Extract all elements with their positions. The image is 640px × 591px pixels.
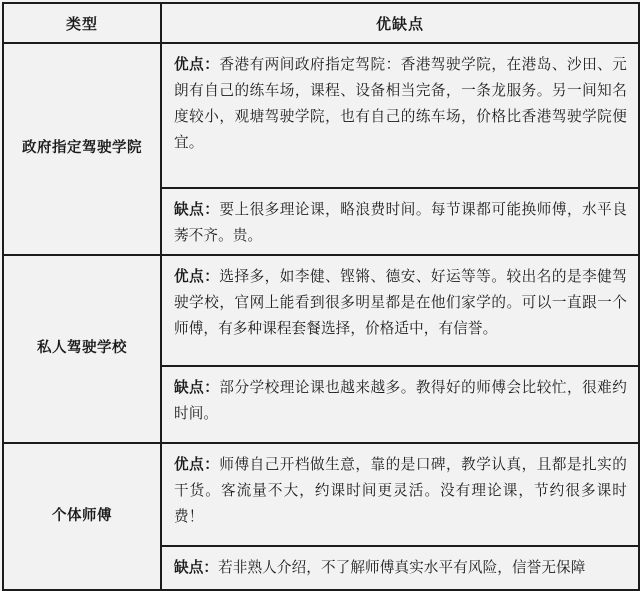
table-header [3,3,639,43]
table-row [3,443,639,590]
pros-text: 选择多，如李健、铿锵、德安、好运等等。较出名的是李健驾驶学校，官网上能看到很多明星都是在他们家学的。可以一直跟一个师傅，有多种课程套餐选择，价格适中，有信誉。 [174,269,627,337]
pros-paragraph [162,44,638,187]
table-body [3,43,639,590]
table-header-row [3,3,639,43]
row-content [161,255,639,443]
table-row [3,255,639,443]
cons-text: 若非熟人介绍，不了解师傅真实水平有风险，信誉无保障 [218,560,586,576]
cons-label: 缺点： [174,560,219,576]
pros-label: 优点： [174,269,220,285]
cons-paragraph [162,365,638,442]
cons-paragraph [162,187,638,254]
row-type-label: 政府指定驾驶学院 [3,43,161,255]
column-header-pros-cons: 优缺点 [161,3,639,43]
row-type-label: 个体师傅 [3,443,161,590]
cons-text: 部分学校理论课也越来越多。教得好的师傅会比较忙，很难约时间。 [174,380,627,422]
row-type-label: 私人驾驶学校 [3,255,161,443]
row-content [161,43,639,255]
cons-label: 缺点： [174,202,220,218]
pros-text: 师傅自己开档做生意，靠的是口碑，教学认真，且都是扎实的干货。客流量不大，约课时间更灵活。没有理论课，节约很多课时费！ [174,457,627,525]
cons-label: 缺点： [174,380,220,396]
column-header-type: 类型 [3,3,161,43]
pros-text: 香港有两间政府指定驾院：香港驾驶学院，在港岛、沙田、元朗有自己的练车场，课程、设备相当完备，一条龙服务。另一间知名度较小，观塘驾驶学院，也有自己的练车场，价格比香港驾驶学院便宜。 [174,57,627,151]
row-content [161,443,639,590]
pros-label: 优点： [174,57,220,73]
pros-paragraph [162,256,638,365]
cons-text: 要上很多理论课，略浪费时间。每节课都可能换师傅，水平良莠不齐。贵。 [174,202,627,244]
table-row [3,43,639,255]
pros-label: 优点： [174,457,220,473]
comparison-table [2,2,640,591]
pros-paragraph [162,444,638,545]
cons-paragraph [162,545,638,589]
